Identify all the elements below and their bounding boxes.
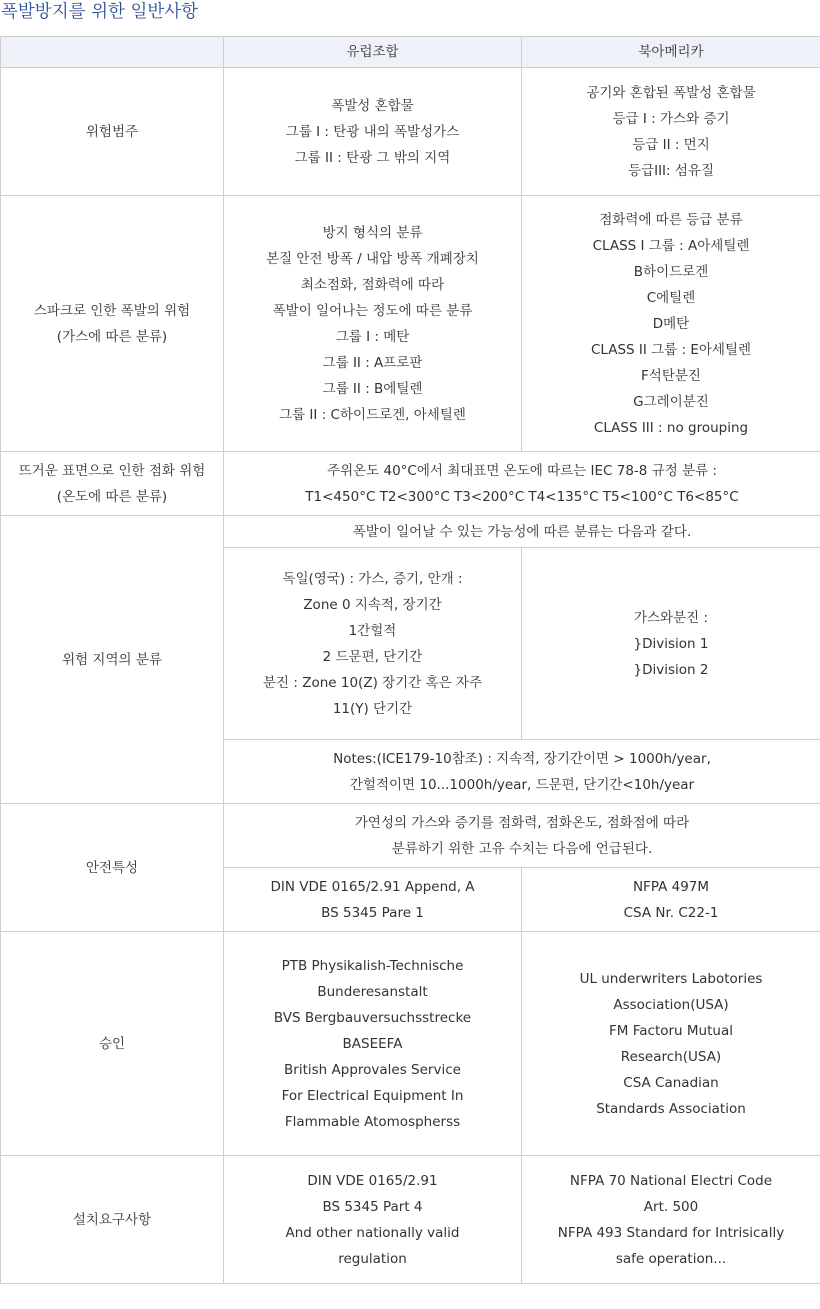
cell-line: 방지 형식의 분류: [322, 224, 423, 241]
cell-line: British Approvales Service: [284, 1061, 461, 1078]
cell-line: B하이드로겐: [633, 263, 709, 280]
cell-line: FM Factoru Mutual: [609, 1022, 733, 1039]
cell-line: NFPA 70 National Electri Code: [569, 1172, 773, 1189]
cell-line: For Electrical Equipment In: [281, 1087, 464, 1104]
europe-cell: [224, 868, 522, 932]
cell-line: BS 5345 Part 4: [322, 1198, 423, 1215]
europe-cell: [224, 196, 522, 452]
cell-line: 최소점화, 점화력에 따라: [300, 276, 445, 293]
north-america-cell: [522, 196, 820, 452]
cell-line: 11(Y) 단기간: [332, 700, 413, 717]
cell-line: Zone 0 지속적, 장기간: [303, 596, 442, 613]
row-installation: [1, 1156, 820, 1284]
row-label: [1, 516, 224, 804]
cell-line: 폭발이 일어나는 정도에 따른 분류: [272, 302, 473, 319]
north-america-cell: [522, 868, 820, 932]
row-label: [1, 932, 224, 1156]
cell-line: regulation: [338, 1250, 407, 1267]
cell-line: UL underwriters Labotories: [579, 970, 763, 987]
row-label: [1, 68, 224, 196]
north-america-cell: [522, 548, 820, 740]
cell-line: NFPA 493 Standard for Intrisically: [557, 1224, 785, 1241]
page-title: 폭발방지를 위한 일반사항: [1, 2, 199, 22]
row-zone-intro: [1, 516, 820, 548]
cell-line: DIN VDE 0165/2.91: [307, 1172, 438, 1189]
cell-line: Association(USA): [613, 996, 729, 1013]
cell-line: 설치요구사항: [72, 1211, 152, 1228]
cell-line: 본질 안전 방폭 / 내압 방폭 개폐장치: [266, 250, 479, 267]
north-america-cell: [522, 68, 820, 196]
cell-line: 그룹 II : A프로판: [322, 354, 423, 371]
cell-line: 등급 II : 먼지: [632, 136, 710, 153]
cell-line: C에틸렌: [646, 289, 696, 306]
cell-line: safe operation...: [615, 1250, 727, 1267]
header-row: [1, 37, 820, 68]
cell-line: And other nationally valid: [285, 1224, 460, 1241]
cell-line: CLASS III : no grouping: [593, 419, 749, 436]
cell-line: 폭발성 혼합물: [331, 97, 414, 114]
cell-line: F석탄분진: [641, 367, 701, 384]
cell-line: NFPA 497M: [632, 878, 710, 895]
cell-line: (가스에 따른 분류): [56, 328, 168, 345]
cell-line: 등급 I : 가스와 증기: [612, 110, 730, 127]
cell-line: CLASS II 그룹 : E아세틸렌: [590, 341, 752, 358]
cell-line: }Division 2: [633, 661, 709, 678]
cell-line: 가연성의 가스와 증기를 점화력, 점화온도, 점화점에 따라: [354, 814, 690, 831]
cell-line: 공기와 혼합된 폭발성 혼합물: [586, 84, 756, 101]
europe-cell: [224, 1156, 522, 1284]
cell-line: CLASS I 그룹 : A아세틸렌: [592, 237, 750, 254]
row-hot-surface: [1, 452, 820, 516]
cell-line: 안전특성: [85, 859, 139, 876]
cell-line: 분진 : Zone 10(Z) 장기간 혹은 자주: [263, 674, 482, 691]
header-europe: 유럽조합: [224, 37, 522, 68]
explosion-protection-table: [0, 36, 820, 1284]
cell-line: CSA Nr. C22-1: [623, 904, 719, 921]
merged-cell: [224, 452, 820, 516]
cell-line: 점화력에 따른 등급 분류: [599, 211, 743, 228]
cell-line: 1간헐적: [348, 622, 397, 639]
cell-line: 독일(영국) : 가스, 증기, 안개 :: [282, 570, 463, 587]
europe-cell: [224, 932, 522, 1156]
cell-line: BS 5345 Pare 1: [321, 904, 424, 921]
cell-line: 폭발이 일어날 수 있는 가능성에 따른 분류는 다음과 같다.: [352, 523, 692, 540]
cell-line: 2 드문편, 단기간: [322, 648, 423, 665]
row-label: [1, 196, 224, 452]
cell-line: 뜨거운 표면으로 인한 점화 위험: [18, 462, 206, 479]
cell-line: 그룹 I : 탄광 내의 폭발성가스: [285, 123, 460, 140]
header-north-america: 북아메리카: [522, 37, 820, 68]
cell-line: Standards Association: [596, 1100, 746, 1117]
row-hazard-category: [1, 68, 820, 196]
cell-line: D메탄: [652, 315, 690, 332]
cell-line: 그룹 II : C하이드로겐, 아세틸렌: [279, 406, 466, 423]
row-label: [1, 1156, 224, 1284]
cell-line: BASEEFA: [342, 1035, 403, 1052]
cell-line: 그룹 II : 탄광 그 밖의 지역: [294, 149, 451, 166]
cell-line: G그레이분진: [633, 393, 709, 410]
cell-line: 위험범주: [85, 123, 139, 140]
cell-line: BVS Bergbauversuchsstrecke: [273, 1009, 472, 1026]
cell-line: 그룹 I : 메탄: [335, 328, 410, 345]
row-label: [1, 452, 224, 516]
cell-line: Notes:(ICE179-10참조) : 지속적, 장기간이면 > 1000h/year,: [333, 750, 711, 767]
cell-line: (온도에 따른 분류): [56, 488, 168, 505]
cell-line: 스파크로 인한 폭발의 위험: [33, 302, 191, 319]
cell-line: 위험 지역의 분류: [62, 651, 162, 668]
cell-line: 주위온도 40°C에서 최대표면 온도에 따르는 IEC 78-8 규정 분류 :: [327, 462, 717, 479]
cell-line: 분류하기 위한 고유 수치는 다음에 언급된다.: [391, 840, 653, 857]
cell-line: Bunderesanstalt: [317, 983, 428, 1000]
row-approval: [1, 932, 820, 1156]
cell-line: PTB Physikalish-Technische: [281, 957, 464, 974]
north-america-cell: [522, 932, 820, 1156]
row-safety-intro: [1, 804, 820, 868]
cell-line: }Division 1: [633, 635, 709, 652]
europe-cell: [224, 548, 522, 740]
cell-line: 가스와분진 :: [633, 609, 709, 626]
row-label: [1, 804, 224, 932]
merged-cell: [224, 804, 820, 868]
cell-line: 승인: [98, 1035, 126, 1052]
cell-line: CSA Canadian: [623, 1074, 719, 1091]
north-america-cell: [522, 1156, 820, 1284]
cell-line: T1<450°C T2<300°C T3<200°C T4<135°C T5<100°C T6<85°C: [305, 488, 739, 505]
merged-cell: [224, 740, 820, 804]
row-spark-hazard: [1, 196, 820, 452]
header-empty: [1, 37, 224, 68]
cell-line: 등급III: 섬유질: [628, 162, 714, 179]
europe-cell: [224, 68, 522, 196]
cell-line: Flammable Atomospherss: [284, 1113, 461, 1130]
cell-line: 간헐적이면 10...1000h/year, 드문편, 단기간<10h/year: [349, 776, 695, 793]
cell-line: DIN VDE 0165/2.91 Append, A: [270, 878, 475, 895]
cell-line: Art. 500: [643, 1198, 699, 1215]
merged-cell: [224, 516, 820, 548]
cell-line: 그룹 II : B에틸렌: [322, 380, 423, 397]
cell-line: Research(USA): [620, 1048, 722, 1065]
